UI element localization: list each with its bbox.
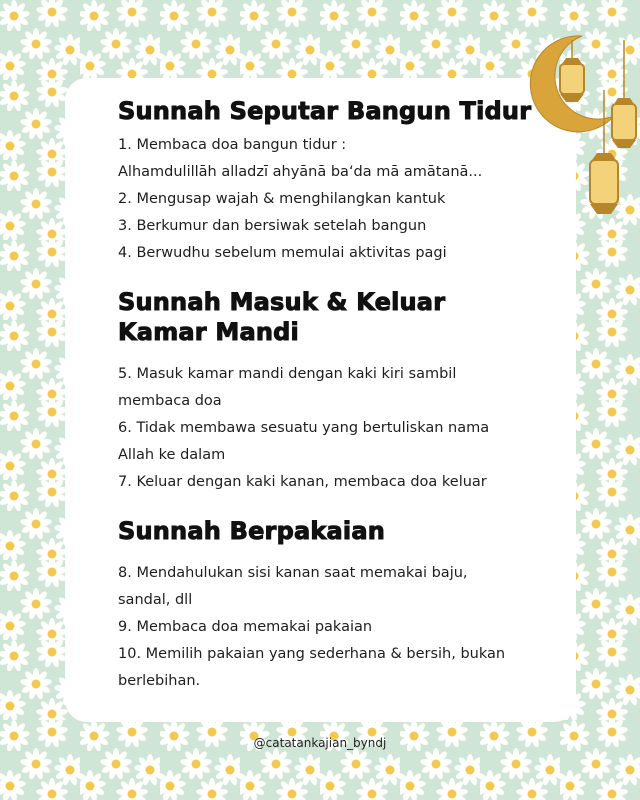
list-item: 10. Memilih pakaian yang sederhana & bersih, bukan [118,646,506,662]
list-item: 8. Mendahulukan sisi kanan saat memakai baju, [118,565,468,581]
list-item: sandal, dll [118,592,193,608]
list-item: 2. Mengusap wajah & menghilangkan kantuk [118,191,446,207]
author-credit: @catatankajian_byndj [253,736,387,750]
section-kamar-mandi [118,287,538,496]
crescent-moon-icon [520,0,640,240]
section-heading: Sunnah Masuk & Keluar [118,288,446,316]
list-item: berlebihan. [118,673,201,689]
section-bangun-tidur [118,96,538,267]
list-item: membaca doa [118,393,222,409]
section-berpakaian [118,516,538,695]
list-item: Allah ke dalam [118,447,226,463]
list-item: 4. Berwudhu sebelum memulai aktivitas pagi [118,245,447,261]
section-heading: Sunnah Berpakaian [118,517,386,545]
list-item: 7. Keluar dengan kaki kanan, membaca doa keluar [118,474,487,490]
item-list [118,361,538,496]
item-list [118,132,538,267]
list-item: 3. Berkumur dan bersiwak setelah bangun [118,218,427,234]
list-item: 1. Membaca doa bangun tidur : [118,137,347,153]
item-list [118,560,538,695]
section-heading: Sunnah Seputar Bangun Tidur [118,97,532,125]
list-item: Alhamdulillāh alladzī ahyānā ba‘da mā amātanā... [118,164,483,180]
list-item: 9. Membaca doa memakai pakaian [118,619,373,635]
section-heading-line2: Kamar Mandi [118,318,299,346]
list-item: 5. Masuk kamar mandi dengan kaki kiri sambil [118,366,457,382]
content-area [118,96,538,715]
lantern-icon [612,40,636,148]
list-item: 6. Tidak membawa sesuatu yang bertuliskan nama [118,420,490,436]
